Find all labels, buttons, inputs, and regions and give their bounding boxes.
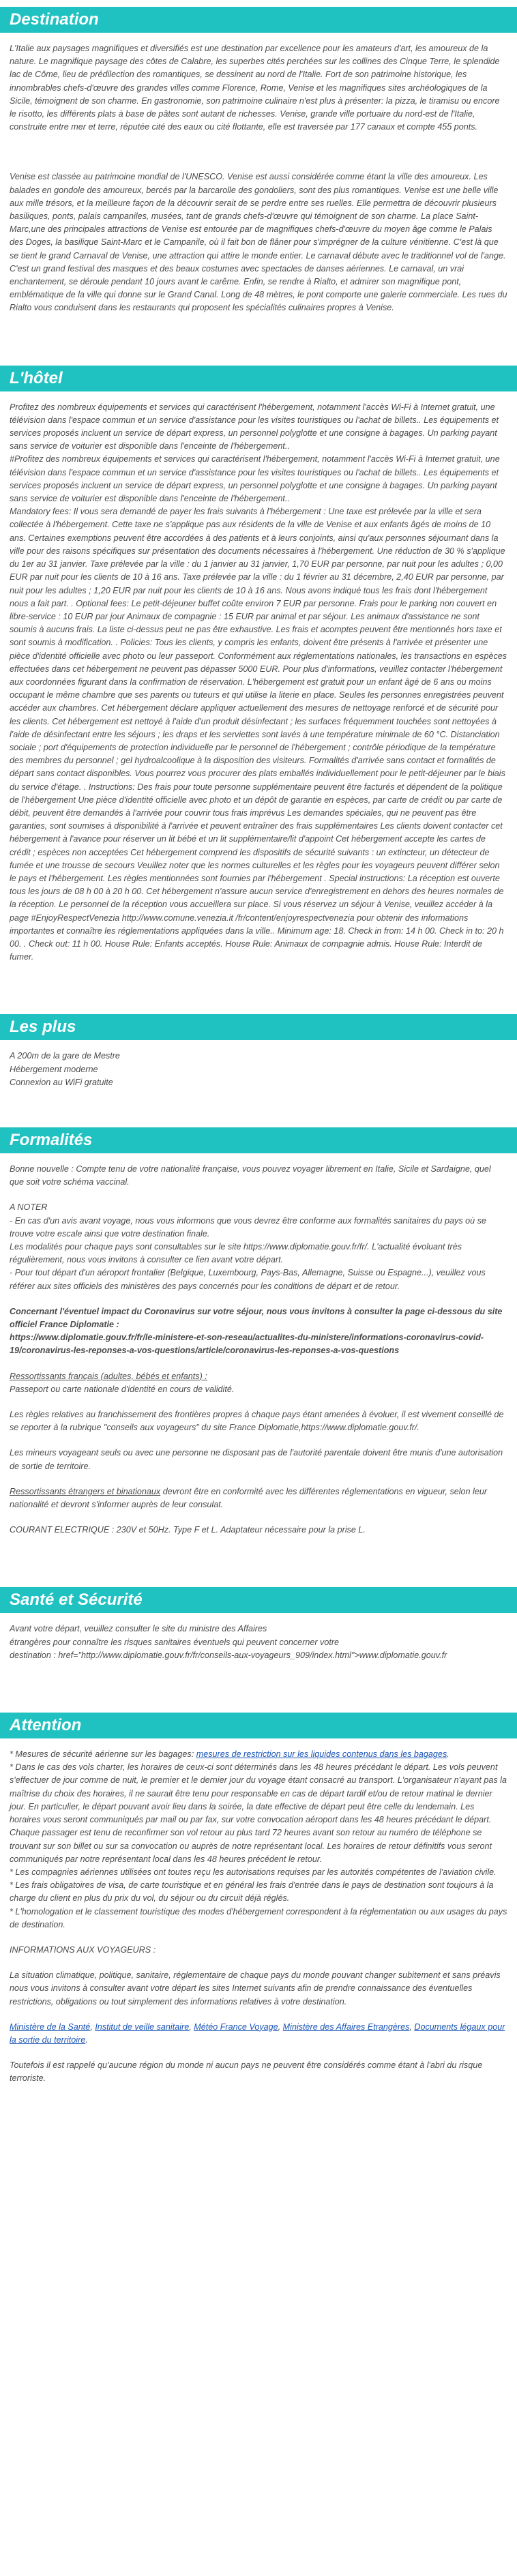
destination-paragraph-2: Venise est classée au patrimoine mondial de l'UNESCO. Venise est aussi considérée comme étant la ville des amoureux. Les balades en gondole des amoureux, bercés par la barcarolle des gondoliers, sont des plus romantiques. Venise est une belle ville aux mille trésors, et la meilleure façon de la découvrir serait de se perdre entre ses ruelles. Elle permettra de découvrir plusieurs basiliques, ponts, palais campaniles, musées, tant de grands chefs-d'œuvre qui témoignent de son charme. La place Saint-Marc,une des principales attractions de Venise est entourée par de magnifiques chefs-d'œuvre du moyen âge comme le Palais des Doges, la basilique Saint-Marc et le Campanile, où il fait bon de flâner pour s'imprégner de la culture vénitienne. C'est là que se tient le grand Carnaval de Venise, une attraction qui attire le monde entier. Le carnaval débute avec le traditionnel vol de l'ange. C'est un grand festival des masques et des beaux costumes avec spectacles de danses aériennes. Le carnaval, un vrai enchantement, se déroule pendant 10 jours avant le carême. Enfin, se rendre à Rialto, et admirer son magnifique pont, emblématique de la ville qui donne sur le Grand Canal. Long de 48 mètres, le pont comporte une galerie commerciale. Les rues du Rialto vous conduisent dans les restaurants qui proposent les spécialités culinaires propres à Venise.: [10, 172, 507, 313]
plus-item: Connexion au WiFi gratuite: [10, 1077, 113, 1087]
link-meteo[interactable]: Météo France Voyage: [194, 2022, 278, 2032]
link-sante[interactable]: Ministère de la Santé: [10, 2022, 91, 2032]
hotel-description: Profitez des nombreux équipements et services qui caractérisent l'hébergement, notamment l'accès Wi-Fi à Internet gratuit, une télévision dans l'espace commun et un service d'assistance pour les visites touristiques ou l'achat de billets.. Les équipements et services proposés incluent un service de départ express, un personnel polyglotte et une consigne à bagages. Un parking payant sans service de voiturier est disponible dans l'enceinte de l'hébergement.. #Profitez des nombreux équipements et services qui caractérisent l'hébergement, notamment l'accès Wi-Fi à Internet gratuit, une télévision dans l'espace commun et un service d'assistance pour les visites touristiques ou l'achat de billets.. Les équipements et services proposés incluent un service de départ express, un personnel polyglotte et une consigne à bagages. Un parking payant sans service de voiturier est disponible dans l'enceinte de l'hébergement.. Mandatory fees: Il vous sera demandé de payer les frais suivants à l'hébergement : Une taxe est prélevée par la ville et sera collectée à l'hébergement. Cette taxe ne s'applique pas aux résidents de la ville de Venise et aux enfants âgés de moins de 10 ans. Certaines exemptions peuvent être accordées à des patients et à leurs conjoints, ainsi qu'aux personnes séjournant dans la ville pour des raisons spécifiques sur présentation des documents nécessaires à l'hébergement. Une réduction de 30 % s'applique du 1er au 31 janvier. Taxe prélevée par la ville : du 1 janvier au 31 janvier, 1,70 EUR par personne, par nuit pour les adultes ; 0,00 EUR par nuit pour les clients de 10 à 16 ans. Taxe prélevée par la ville : du 1 février au 31 décembre, 2,40 EUR par personne, par nuit pour les adultes ; 1,20 EUR par nuit pour les clients de 10 à 16 ans. Nous avons indiqué tous les frais dont l'hébergement nous a fait part. . Optional fees: Le petit-déjeuner buffet coûte environ 7 EUR par personne. Frais pour le parking non couvert en libre-service : 10 EUR par jour Animaux de compagnie : 15 EUR par animal et par séjour. Les animaux d'assistance ne sont soumis à aucuns frais. La liste ci-dessus peut ne pas être exhaustive. Les frais et acomptes peuvent être mentionnés hors taxe et sont soumis à modification. . Policies: Tous les clients, y compris les enfants, doivent être présents à l'arrivée et présenter une pièce d'identité officielle avec photo ou leur passeport. Conformément aux réglementations nationales, les transactions en espèces effectuées dans cet hébergement ne peuvent pas dépasser 5000 EUR. Pour plus d'informations, veuillez contacter l'hébergement aux coordonnées figurant dans la confirmation de réservation. L'hébergement est gratuit pour un enfant âgé de 6 ans ou moins occupant le même chambre que ses parents ou tuteurs et qui utilise la literie en place. Seules les personnes enregistrées peuvent accéder aux chambres. Cet hébergement déclare appliquer actuellement des mesures de nettoyage renforcé et de sécurité pour les clients. Cet hébergement est nettoyé à l'aide d'un produit désinfectant ; les surfaces fréquemment touchées sont nettoyées à l'aide de désinfectant entre les séjours ; les draps et les serviettes sont lavés à une température minimale de 60 °C. Distanciation sociale ; port d'équipements de protection individuelle par le personnel de l'hébergement ; contrôle périodique de la température des membres du personnel ; gel hydroalcoolique à la disposition des visiteurs. Formalités d'arrivée sans contact et formalités de départ sans contact disponibles. Vous pourrez vous procurer des plats emballés individuellement pour le petit-déjeuner par le biais du service d'étage. . Instructions: Des frais pour toute personne supplémentaire peuvent être facturés et dépendent de la politique de l'hébergement Une pièce d'identité officielle avec photo et un dépôt de garantie en espèces, par carte de crédit ou par carte de débit, peuvent être demandés à l'arrivée pour couvrir tous frais imprévus Les demandes spéciales, qui ne peuvent pas être garanties, sont soumises à disponibilité à l'arrivée et peuvent entraîner des frais supplémentaires Les clients doivent contacter cet hébergement à l'avance pour réserver un lit bébé et un lit supplémentaire/lit d'appoint Cet hébergement accepte les cartes de crédit ; espèces non acceptées Cet hébergement comprend les dispositifs de sécurité suivants : un extincteur, un détecteur de fumée et une trousse de secours Veuillez noter que les normes culturelles et les règles pour les voyageurs peuvent différer selon le pays et l'hébergement. Les règles mentionnées sont fournies par l'hébergement . Special instructions: La réception est ouverte tous les jours de 08 h 00 à 20 h 00. Cet hébergement n'assure aucun service d'enregistrement en dehors des heures normales de la réception. Le personnel de la réception vous accueillera sur place. Si vous réservez un séjour à Venise, veuillez accéder à la page #EnjoyRespectVenezia http://www.comune.venezia.it /fr/content/enjoyrespectvenezia pour obtenir des informations importantes et connaître les réglementations appliquées dans la ville.. Minimum age: 18. Check in from: 14 h 00. Check in to: 20 h 00. . Check out: 11 h 00. House Rule: Enfants acceptés. House Rule: Animaux de compagnie admis. House Rule: Interdit de fumer.: [10, 402, 507, 962]
bagages-dot: .: [447, 1749, 449, 1760]
attention-title: Attention: [0, 1713, 517, 1738]
plus-item: A 200m de la gare de Mestre: [10, 1051, 120, 1061]
destination-title: Destination: [0, 7, 517, 33]
link-documents[interactable]: Documents légaux pour la sortie du territoire: [10, 2022, 505, 2045]
destination-paragraph-1: L'Italie aux paysages magnifiques et diversifiés est une destination par excellence pour les amateurs d'art, les amoureux de la nature. Le magnifique paysage des côtes de Calabre, les superbes cités perchées sur les collines des Cinque Terre, le splendide lac de Côme, lieu de prédilection des romantiques, se dessinent au nord de l'Italie. Fort de son patrimoine historique, les innombrables chefs-d'œuvre des grandes villes comme Florence, Rome, Venise et les magnifiques sites archéologiques de la Sicile, témoignent de son charme. En gastronomie, son patrimoine culinaire n'est plus à présenter: la pizza, le tiramisu ou encore le risotto, les différents plats à base de pâtes sont autant de richesses. Venise, grande ville portuaire du nord-est de l'Italie, construite entre mer et terre, réputée cité des eaux ou cité flottante, elle est traversée par 177 canaux et compte 455 ponts.: [10, 44, 500, 132]
links-dot: .: [85, 2034, 88, 2045]
sante-text: Avant votre départ, veuillez consulter le site du ministre des Affaires étrangères pour connaître les risques sanitaires éventuels qui peuvent concerner votre destination : href="http://www.diplomatie.gouv.fr/fr/conseils-aux-voyageurs_909/index.html">www.diplomatie.gouv.fr: [10, 1624, 447, 1660]
link-separator: ,: [278, 2022, 283, 2032]
binationaux-notice: [10, 1485, 507, 1511]
covid-notice: Concernant l'éventuel impact du Coronavirus sur votre séjour, nous vous invitons à consulter la page ci-dessous du site officiel France Diplomatie : https://www.diplomatie.gouv.fr/fr/le-ministere-et-son-reseau/actualites-du-ministere/informations-coronavirus-covid-19/coronavirus-les-reponses-a-vos-questions/article/coronavirus-les-reponses-a-vos-questions: [10, 1306, 503, 1356]
attention-body: * Dans le cas des vols charter, les horaires de ceux-ci sont déterminés dans les 48 heures précédant le départ. Les vols peuvent s'effectuer de jour comme de nuit, le premier et le dernier jour du voyage étant consacré au transport. L'organisateur n'ayant pas la maîtrise du choix des horaires, il ne saurait être tenu pour responsable en cas de départ tardif et/ou de retour matinal le dernier jour. En particulier, le départ pouvant avoir lieu dans la soirée, la date effective de départ peut être celle du lendemain. Les horaires vous seront communiqués par mail ou par fax, sur votre convocation aéroport dans les 48 heures précédant le départ. Chaque passager est tenu de reconfirmer son vol retour au plus tard 72 heures avant son retour au numéro de téléphone se trouvant sur son billet ou sur sa convocation ou auprès de notre représentant local. Les horaires de retour définitifs vous seront communiqués par notre représentant local dans les 48 heures précédent le retour. * Les compagnies aériennes utilisées ont toutes reçu les autorisations requises par les autorités compétentes de l'aviation civile. * Les frais obligatoires de visa, de carte touristique et en général les frais d'entrée dans le pays de destination sont toujours à la charge du client en plus du prix du vol, du séjour ou du circuit déjà réglés. * L'homologation et le classement touristique des modes d'hébergement correspondent à la réglementation ou aux usages du pays de destination.: [10, 1762, 507, 1929]
terrorisme-notice: Toutefois il est rappelé qu'aucune région du monde ni aucun pays ne peuvent être considérés comme étant à l'abri du risque terroriste.: [10, 2060, 483, 2084]
hotel-section: [0, 366, 517, 983]
link-separator: ,: [90, 2022, 95, 2032]
note-title: A NOTER: [10, 1202, 48, 1213]
regles-frontieres: Les règles relatives au franchissement des frontières propres à chaque pays étant amenées à évoluer, il est vivement conseillé de se reporter à la rubrique "conseils aux voyageurs" du site France Diplomatie,https://www.diplomatie.gouv.fr/.: [10, 1410, 504, 1433]
binationaux-label: Ressortissants étrangers et binationaux: [10, 1486, 161, 1496]
bagages-notice: [10, 1748, 507, 1761]
info-links: [10, 2021, 507, 2047]
ressortissants-body: Passeport ou carte nationale d'identité en cours de validité.: [10, 1384, 235, 1394]
link-separator: ,: [189, 2022, 194, 2032]
link-separator: ,: [409, 2022, 415, 2032]
ressortissants-title: Ressortissants français (adultes, bébés et enfants) :: [10, 1371, 207, 1381]
attention-section: [0, 1713, 517, 2104]
courant-electrique: COURANT ELECTRIQUE : 230V et 50Hz. Type F et L. Adaptateur nécessaire pour la prise L.: [10, 1525, 366, 1535]
hotel-title: L'hôtel: [0, 366, 517, 391]
link-affaires-etrangeres[interactable]: Ministère des Affaires Etrangères: [282, 2022, 410, 2032]
bagages-label: * Mesures de sécurité aérienne sur les bagages:: [10, 1749, 196, 1760]
liquides-link[interactable]: mesures de restriction sur les liquides contenus dans les bagages: [196, 1749, 447, 1760]
mineurs-notice: Les mineurs voyageant seuls ou avec une personne ne disposant pas de l'autorité parentale doivent être munis d'une autorisation de sortie de territoire.: [10, 1448, 503, 1471]
formalites-section: [0, 1127, 517, 1556]
link-veille-sanitaire[interactable]: Institut de veille sanitaire: [95, 2022, 190, 2032]
formalites-title: Formalités: [0, 1127, 517, 1153]
binationaux-text: devront être en conformité avec les différentes réglementations en vigueur, selon leur nationalité et devront s'informer auprès de leur consulat.: [10, 1486, 488, 1510]
plus-title: Les plus: [0, 1014, 517, 1040]
note-body: - En cas d'un avis avant voyage, nous vous informons que vous devrez être conforme aux formalités sanitaires du pays où se trouve votre escale ainsi que votre destination finale. Les modalités pour chaque pays sont consultables sur le site https://www.diplomatie.gouv.fr/fr/. L'actualité évoluant très régulièrement, nous vous invitons à consulter ce lien avant votre départ. - Pour tout départ d'un aéroport frontalier (Belgique, Luxembourg, Pays-Bas, Allemagne, Suisse ou Espagne...), veuillez vous référer aux sites officiels des ministères des pays concernés pour les conditions de départ et de retour.: [10, 1215, 486, 1291]
info-title: INFORMATIONS AUX VOYAGEURS :: [10, 1944, 156, 1955]
sante-section: [0, 1587, 517, 1681]
sante-title: Santé et Sécurité: [0, 1587, 517, 1613]
formalites-intro: Bonne nouvelle : Compte tenu de votre nationalité française, vous pouvez voyager librement en Italie, Sicile et Sardaigne, quel que soit votre schéma vaccinal.: [10, 1164, 491, 1187]
info-body: La situation climatique, politique, sanitaire, réglementaire de chaque pays du monde pouvant changer subitement et sans préavis nous vous invitons à consulter avant votre départ les sites Internet suivants afin de prendre connaissance des éventuelles restrictions, obligations ou tout simplement des informations relatives à votre destination.: [10, 1970, 501, 2007]
destination-section: [0, 7, 517, 334]
plus-item: Hébergement moderne: [10, 1064, 98, 1074]
plus-section: [0, 1014, 517, 1096]
